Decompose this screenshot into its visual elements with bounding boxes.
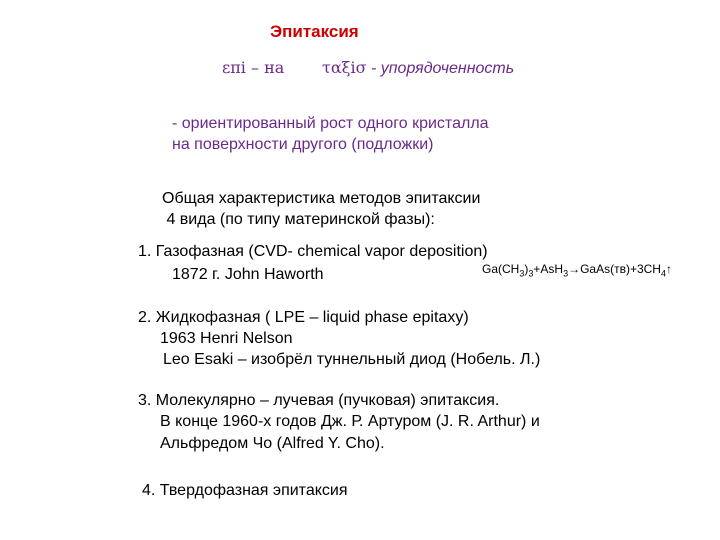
reaction-part: ) <box>524 262 529 276</box>
etymology-epi: επi – на <box>222 58 285 77</box>
method-3-title: 3. Молекулярно – лучевая (пучковая) эпитаксия. <box>138 392 500 409</box>
definition-line-1: - ориентированный рост одного кристалла <box>172 115 489 132</box>
reaction-equation <box>482 262 672 278</box>
reaction-part: +AsH <box>533 262 564 276</box>
reaction-part: Ga(CH <box>482 262 520 276</box>
reaction-subscript: 4 <box>660 268 666 279</box>
general-line-1: Общая характеристика методов эпитаксии <box>162 190 481 207</box>
method-2-title: 2. Жидкофазная ( LPE – liquid phase epitaxy) <box>138 309 469 326</box>
general-characteristics <box>162 188 480 230</box>
method-3-history-cont: Альфредом Чо (Alfred Y. Cho). <box>160 435 385 452</box>
reaction-arrow-up: ↑ <box>665 262 672 276</box>
definition-line-2: на поверхности другого (подложки) <box>172 136 434 153</box>
reaction-subscript: 3 <box>528 268 534 279</box>
slide-title: Эпитаксия <box>270 22 359 41</box>
method-4-title: 4. Твердофазная эпитаксия <box>142 482 348 499</box>
etymology-taxis <box>322 58 514 78</box>
general-line-2: 4 вида (по типу материнской фазы): <box>162 211 435 228</box>
reaction-subscript: 3 <box>563 268 569 279</box>
definition <box>172 113 489 155</box>
reaction-subscript: 3 <box>519 268 525 279</box>
reaction-part: →GaAs(тв)+3CH <box>568 262 661 276</box>
method-1-title: 1. Газофазная (CVD- chemical vapor deposition) <box>138 243 488 260</box>
etymology-taxis-word: ταξiσ <box>322 58 367 77</box>
method-3-history: В конце 1960-х годов Дж. Р. Артуром (J. R. Arthur) и <box>160 413 540 430</box>
method-1-history: 1872 г. John Haworth <box>172 266 324 283</box>
method-2-note: Leo Esaki – изобрёл туннельный диод (Нобель. Л.) <box>163 351 541 368</box>
method-2-history: 1963 Henri Nelson <box>160 330 293 347</box>
etymology-taxis-meaning: - упорядоченность <box>366 60 515 77</box>
